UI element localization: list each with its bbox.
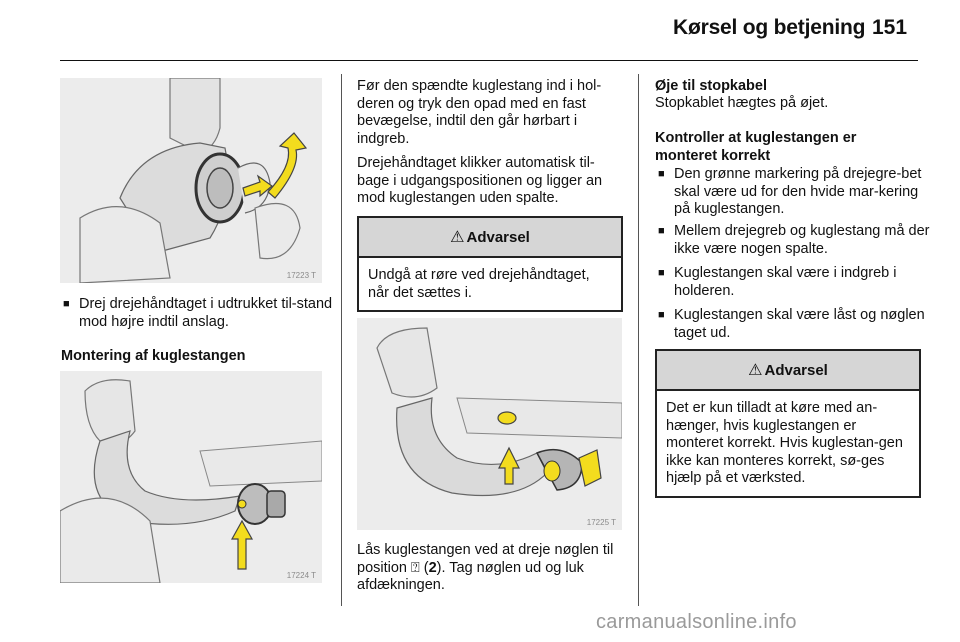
column-divider-2 — [638, 74, 639, 606]
page-number: 151 — [872, 16, 908, 39]
paragraph: Drejehåndtaget klikker automatisk til-bage i udgangspositionen og ligger an mod kuglestangen uden spalte. — [357, 155, 603, 206]
paragraph-lock-start: Lås kuglestangen ved at dreje nøglen til position — [357, 542, 614, 576]
section-heading: Montering af kuglestangen — [61, 348, 246, 364]
column-divider-1 — [341, 74, 342, 606]
paragraph: Før den spændte kuglestang ind i hol-deren og tryk den opad med en fast bevægelse, indtil den går hørbart i indgreb. — [357, 78, 602, 147]
key-position-icon: ⍰ — [411, 559, 420, 576]
instruction-bullet: ■ Drej drejehåndtaget i udtrukket til-stand mod højre indtil anslag. — [63, 296, 341, 331]
figure-number: 17224 T — [286, 571, 316, 580]
page-title: Kørsel og betjening — [673, 16, 866, 39]
warning-triangle-icon: ⚠ — [748, 362, 763, 379]
section-heading: Kontroller at kuglestangen er monteret korrekt — [655, 130, 857, 164]
warning-header — [359, 218, 621, 258]
illustration-locking — [357, 318, 622, 530]
warning-header — [657, 351, 919, 391]
warning-box — [655, 349, 921, 498]
figure-locking — [357, 318, 622, 530]
list-item: ■ Den grønne markering på drejegre-bet skal være ud for den hvide mar-kering på kuglestangen. — [658, 166, 936, 219]
paragraph-lock-end: ). Tag nøglen ud og luk afdækningen. — [357, 559, 584, 593]
warning-text: Undgå at røre ved drejehåndtaget, når det sættes i. — [368, 267, 590, 301]
illustration-handle-turn — [60, 78, 322, 283]
warning-title: Advarsel — [466, 228, 530, 246]
paragraph: Stopkablet hægtes på øjet. — [655, 95, 829, 111]
figure-handle-turn — [60, 78, 322, 283]
watermark: carmanualsonline.info — [596, 611, 797, 633]
key-position-number: 2 — [428, 559, 437, 576]
warning-text: Det er kun tilladt at køre med an-hænger, hvis kuglestangen er monteret korrekt. Hvis kuglestan-gen ikke kan monteres korrekt, sø-ges hjælp på et værksted. — [666, 400, 903, 486]
figure-number: 17223 T — [286, 271, 316, 280]
warning-triangle-icon: ⚠ — [450, 229, 465, 246]
list-item: ■ Mellem drejegreb og kuglestang må der ikke være nogen spalte. — [658, 223, 936, 258]
figure-number: 17225 T — [586, 518, 616, 527]
list-item: ■ Kuglestangen skal være i indgreb i holderen. — [658, 265, 936, 300]
illustration-mounting — [60, 371, 322, 583]
header-rule — [60, 60, 918, 61]
paragraph-lock: Lås kuglestangen ved at dreje nøglen til position ⍰ (2). Tag nøglen ud og luk afdækningen. — [357, 542, 614, 593]
warning-box — [357, 216, 623, 312]
warning-title: Advarsel — [764, 361, 828, 379]
section-heading: Øje til stopkabel — [655, 78, 767, 94]
list-item: ■ Kuglestangen skal være låst og nøglen taget ud. — [658, 307, 936, 342]
figure-mounting — [60, 371, 322, 583]
